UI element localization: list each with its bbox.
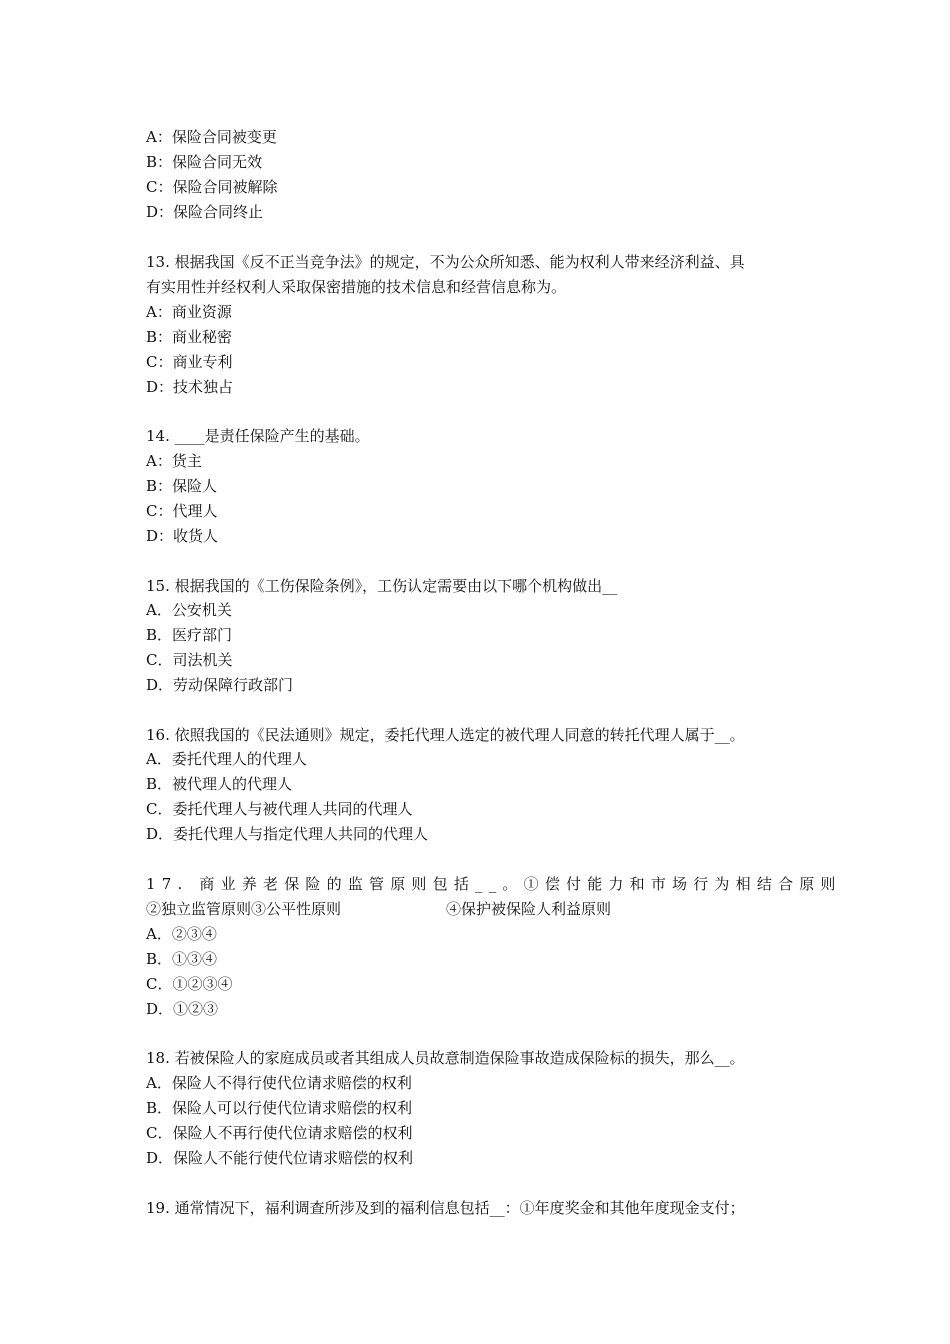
q17-stem-line2b: ④保护被保险人利益原则 xyxy=(446,900,612,918)
q16-option-a: A．委托代理人的代理人 xyxy=(146,750,307,768)
q17-option-c: C．①②③④ xyxy=(146,975,233,993)
q12-option-b: B：保险合同无效 xyxy=(146,153,263,171)
q14-option-a: A：货主 xyxy=(146,452,202,470)
q16-option-d: D．委托代理人与指定代理人共同的代理人 xyxy=(146,825,429,843)
q18-option-c: C．保险人不再行使代位请求赔偿的权利 xyxy=(146,1124,413,1142)
q15-option-b: B．医疗部门 xyxy=(146,626,233,644)
q13-stem-line1: 13. 根据我国《反不正当竞争法》的规定，不为公众所知悉、能为权利人带来经济利益、具 xyxy=(146,253,745,271)
q18-stem: 18. 若被保险人的家庭成员或者其组成人员故意制造保险事故造成保险标的损失，那么__。 xyxy=(146,1049,745,1067)
q16-stem: 16. 依照我国的《民法通则》规定，委托代理人选定的被代理人同意的转托代理人属于__。 xyxy=(146,726,745,744)
q13-option-d: D：技术独占 xyxy=(146,378,234,396)
q15-option-c: C．司法机关 xyxy=(146,651,233,669)
q12-option-a: A：保险合同被变更 xyxy=(146,128,277,146)
q14-option-d: D：收货人 xyxy=(146,527,219,545)
q14-option-c: C：代理人 xyxy=(146,502,218,520)
q17-option-d: D．①②③ xyxy=(146,1000,219,1018)
q17-option-a: A．②③④ xyxy=(146,925,217,943)
q14-option-b: B：保险人 xyxy=(146,477,218,495)
q19-stem: 19. 通常情况下，福利调查所涉及到的福利信息包括__：①年度奖金和其他年度现金支付； xyxy=(146,1199,745,1217)
q18-option-b: B．保险人可以行使代位请求赔偿的权利 xyxy=(146,1099,413,1117)
q12-option-c: C：保险合同被解除 xyxy=(146,178,278,196)
q16-option-b: B．被代理人的代理人 xyxy=(146,775,293,793)
q15-option-d: D．劳动保障行政部门 xyxy=(146,676,294,694)
q17-stem-line1: 17. 商业养老保险的监管原则包括__。①偿付能力和市场行为相结合原则 xyxy=(146,875,842,893)
q18-option-a: A．保险人不得行使代位请求赔偿的权利 xyxy=(146,1074,412,1092)
q12-option-d: D：保险合同终止 xyxy=(146,203,264,221)
q16-option-c: C．委托代理人与被代理人共同的代理人 xyxy=(146,800,413,818)
q14-stem: 14. ____是责任保险产生的基础。 xyxy=(146,427,370,445)
q13-option-c: C：商业专利 xyxy=(146,353,233,371)
q13-stem-line2: 有实用性并经权利人采取保密措施的技术信息和经营信息称为。 xyxy=(146,278,567,296)
q13-option-b: B：商业秘密 xyxy=(146,328,233,346)
q15-stem: 15. 根据我国的《工伤保险条例》，工伤认定需要由以下哪个机构做出__ xyxy=(146,577,618,595)
q15-option-a: A．公安机关 xyxy=(146,601,232,619)
q17-stem-line2a: ②独立监管原则③公平性原则 xyxy=(146,900,342,918)
q18-option-d: D．保险人不能行使代位请求赔偿的权利 xyxy=(146,1149,414,1167)
q17-option-b: B．①③④ xyxy=(146,950,218,968)
q13-option-a: A：商业资源 xyxy=(146,303,232,321)
